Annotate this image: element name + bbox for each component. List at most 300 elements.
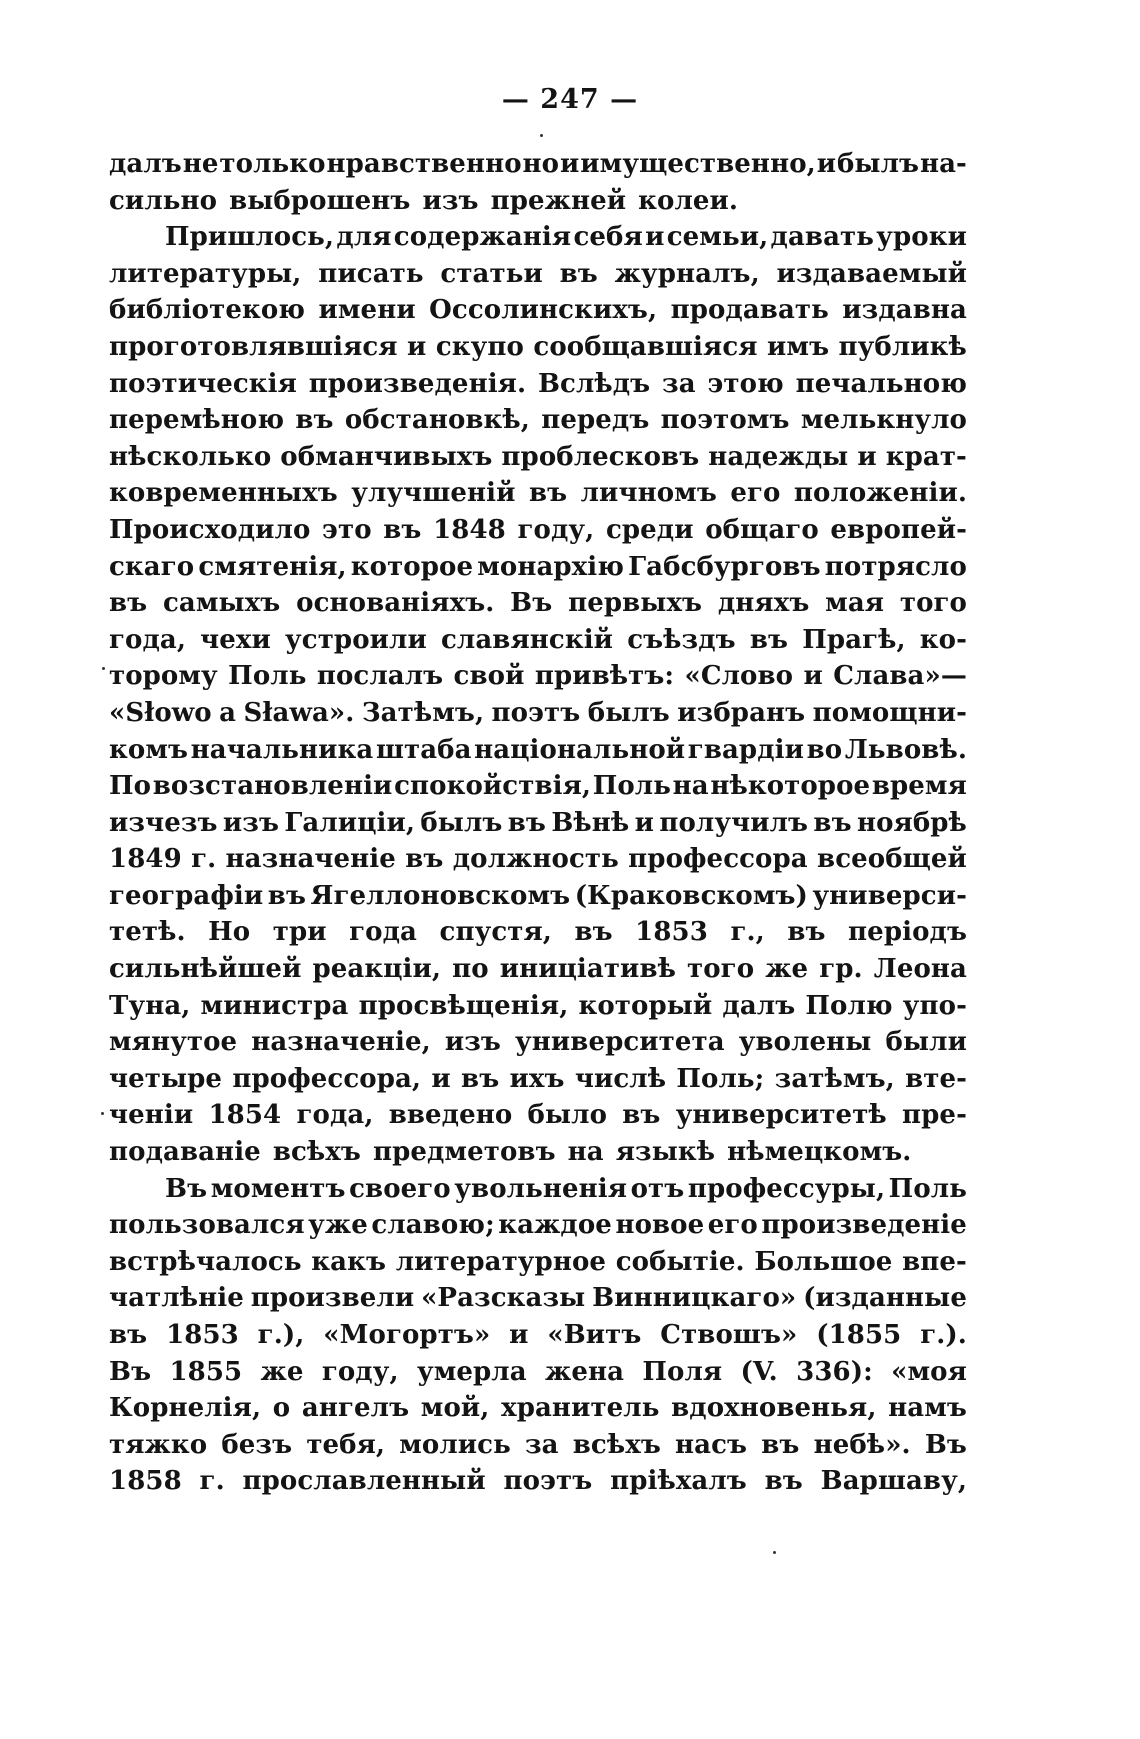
word: Въ [109, 1356, 152, 1387]
word: Происходило [109, 514, 311, 545]
word: и [509, 1320, 529, 1350]
word: профессуры, [687, 1173, 886, 1204]
word: году, [517, 514, 595, 545]
word: Поль [888, 1173, 967, 1204]
word: Вѣнѣ [551, 807, 630, 838]
scan-speck [773, 1551, 776, 1554]
word: содержанія [393, 222, 572, 253]
text-line [109, 439, 967, 476]
word: въ [528, 478, 568, 509]
word: намъ [888, 1393, 967, 1424]
word: привѣтъ: [534, 661, 675, 692]
text-line [109, 768, 967, 805]
word: надежды [708, 441, 849, 472]
word: пользовался [109, 1210, 305, 1241]
word: уроки [876, 222, 967, 253]
word: изъ [422, 185, 479, 216]
text-line [109, 1463, 967, 1500]
word: языкѣ [615, 1137, 716, 1168]
word: Поля [642, 1356, 723, 1387]
word: изчезъ [109, 807, 218, 838]
text-line [109, 146, 967, 183]
word: основаніяхъ. [296, 588, 495, 619]
word: (1855 [816, 1320, 902, 1350]
word: въ [383, 514, 422, 545]
text-line [109, 292, 967, 329]
word: и [857, 441, 877, 472]
word: мянутое [109, 1027, 238, 1058]
text-line [109, 1317, 967, 1354]
text-line [109, 732, 967, 769]
word: 1848 [433, 514, 506, 545]
word: Полю [805, 990, 893, 1021]
text-line [109, 549, 967, 586]
word: его [730, 478, 781, 509]
text-line [109, 585, 967, 622]
word: 336): [796, 1356, 873, 1387]
word: свой [453, 661, 525, 692]
word: сильнѣйшей [109, 954, 302, 985]
word: начальника [190, 734, 374, 765]
text-line [109, 1280, 967, 1317]
word: дняхъ [717, 588, 810, 619]
word: пріѣхалъ [610, 1466, 747, 1497]
word: какъ [311, 1246, 387, 1277]
word: въ [559, 258, 598, 289]
word: Леона [873, 954, 967, 985]
word: 1853 [166, 1320, 239, 1350]
word: національной [474, 734, 686, 765]
word: положеніи. [793, 478, 967, 509]
word: далъ [109, 149, 182, 179]
word: Вслѣдъ [537, 368, 651, 399]
word: «Витъ [547, 1320, 642, 1350]
word: былъ [420, 807, 503, 838]
word: отъ [630, 1173, 685, 1204]
word: печальною [795, 368, 967, 399]
scan-speck [540, 134, 543, 137]
word: литературы, [109, 258, 302, 289]
word: послалъ [316, 661, 444, 692]
word: издавна [842, 295, 967, 326]
word: передъ [541, 405, 650, 436]
word: «Słowo [109, 697, 212, 728]
word: насъ [675, 1429, 748, 1460]
word: имъ [767, 331, 830, 362]
word: Галиціи, [284, 807, 416, 838]
word: скаго [109, 551, 195, 582]
word: не [182, 149, 219, 179]
word: себя [573, 222, 643, 253]
word: крат- [885, 441, 967, 472]
scan-speck [102, 667, 105, 670]
word: ковременныхъ [109, 478, 338, 509]
word: былъ [587, 697, 670, 728]
text-line [109, 1390, 967, 1427]
word: это [322, 514, 372, 545]
word: иниціативѣ [499, 954, 676, 985]
word: же [765, 954, 809, 985]
word: года, [109, 624, 187, 655]
word: обстановкѣ, [344, 405, 530, 436]
word: университетѣ [675, 1100, 887, 1131]
word: г., [730, 917, 765, 948]
word: спустя, [439, 917, 552, 948]
word: По [109, 771, 152, 802]
word: Въ [165, 1173, 208, 1204]
word: Въ [924, 1429, 967, 1460]
word: жена [545, 1356, 625, 1387]
word: вдохновенья, [671, 1393, 877, 1424]
text-line [109, 512, 967, 549]
word: мая [825, 588, 885, 619]
word: за [524, 1429, 559, 1460]
word: подаваніе [109, 1137, 261, 1168]
word: всеобщей [817, 844, 967, 875]
page-number: — 247 — [501, 84, 639, 115]
word: славянскій [440, 624, 614, 655]
word: небѣ». [813, 1429, 911, 1460]
word: умерла [416, 1356, 527, 1387]
text-line [109, 183, 967, 220]
word: Корнелія, [109, 1393, 262, 1424]
word: просвѣщенія, [358, 990, 569, 1021]
text-line [109, 256, 967, 293]
word: торому [109, 661, 218, 692]
word: улучшеній [351, 478, 516, 509]
word: 1849 [109, 844, 182, 875]
scan-speck [101, 1112, 104, 1115]
word: штаба [375, 734, 472, 765]
word: мелькнуло [800, 405, 967, 436]
word: въ [109, 588, 148, 619]
word: на [567, 1137, 604, 1168]
word: профессора [628, 844, 808, 875]
word: гвардіи [687, 734, 804, 765]
word: самыхъ [162, 588, 281, 619]
word: колеи. [638, 185, 739, 216]
word: нравственно [326, 149, 522, 179]
word: только [219, 149, 326, 179]
text-line [109, 475, 967, 512]
word: и [803, 661, 823, 692]
word: и [816, 149, 837, 179]
word: ангелъ [301, 1393, 410, 1424]
word: молись [399, 1429, 511, 1460]
word: Затѣмъ, [361, 697, 485, 728]
word: Ствошъ» [660, 1320, 798, 1350]
word: на [672, 771, 709, 802]
word: «Разсказы [421, 1283, 586, 1314]
word: тетѣ. [109, 917, 186, 948]
word: продавать [670, 295, 829, 326]
word: (изданные [803, 1283, 967, 1314]
word: въ [749, 624, 789, 655]
word: во [806, 734, 843, 765]
word: которое [350, 551, 474, 582]
word: нѣсколько [109, 441, 272, 472]
word: чехи [200, 624, 271, 655]
word: Поль [228, 661, 307, 692]
text-line [109, 841, 967, 878]
word: назначеніе [225, 844, 396, 875]
word: должность [452, 844, 619, 875]
word: скупо [435, 331, 524, 362]
word: географіи [109, 880, 264, 911]
word: пре- [902, 1100, 967, 1131]
word: журналъ, [614, 258, 760, 289]
word: въ [574, 917, 613, 948]
word: прославленный [242, 1466, 486, 1497]
word: хранитель [501, 1393, 660, 1424]
word: Варшаву, [820, 1466, 967, 1497]
word: прежней [490, 185, 627, 216]
word: своего [349, 1173, 451, 1204]
word: упо- [902, 990, 967, 1021]
word: о [272, 1393, 291, 1424]
word: сильно [109, 185, 218, 216]
word: назначеніе, [251, 1027, 431, 1058]
word: университета [515, 1027, 725, 1058]
word: Пришлось, [165, 222, 335, 253]
word: далъ [722, 990, 796, 1021]
word: въ [813, 807, 852, 838]
word: реакціи, [312, 954, 442, 985]
word: (Краковскомъ) [574, 880, 808, 911]
word: профессора, [232, 1063, 422, 1094]
word: 1853 [635, 917, 708, 948]
word: были [885, 1027, 967, 1058]
text-line [109, 329, 967, 366]
text-line [109, 1171, 967, 1208]
word: имени [318, 295, 416, 326]
word: за [662, 368, 696, 399]
word: и [407, 331, 427, 362]
word: но [522, 149, 560, 179]
word: г.). [920, 1320, 967, 1350]
word: три [272, 917, 327, 948]
word: ченіи [109, 1100, 194, 1131]
word: имущественно, [580, 149, 816, 179]
word: поэтическія [109, 368, 297, 399]
word: Габсбурговъ [628, 551, 821, 582]
word: года [349, 917, 417, 948]
word: въ [109, 1320, 148, 1350]
word: моментъ [210, 1173, 346, 1204]
word: министра [200, 990, 349, 1021]
word: произведеніе [761, 1210, 967, 1241]
word: и [560, 149, 580, 179]
word: затѣмъ, [774, 1063, 895, 1094]
word: для [336, 222, 392, 253]
word: Туна, [109, 990, 191, 1021]
word: европей- [830, 514, 967, 545]
word: библіотекою [109, 295, 306, 326]
word: въ [507, 807, 546, 838]
word: тебя, [306, 1429, 386, 1460]
word: 1858 [109, 1466, 182, 1497]
word: семьи, [666, 222, 769, 253]
word: впе- [902, 1246, 967, 1277]
word: мой, [420, 1393, 490, 1424]
word: Sława». [243, 697, 355, 728]
text-line [109, 1427, 967, 1464]
word: «Могортъ» [323, 1320, 491, 1350]
word: Винницкаго» [592, 1283, 797, 1314]
word: нѣмецкомъ. [727, 1137, 912, 1168]
word: года, [296, 1100, 374, 1131]
word: того [899, 588, 967, 619]
word: Поль [592, 771, 671, 802]
word: «Слово [684, 661, 794, 692]
word: поэтомъ [660, 405, 790, 436]
word: поэтъ [491, 697, 581, 728]
word: въ [764, 1466, 803, 1497]
text-line [109, 219, 967, 256]
word: событіе. [615, 1246, 745, 1277]
word: съѣздъ [627, 624, 736, 655]
word: же [260, 1356, 304, 1387]
word: ко- [919, 624, 967, 655]
word: и [431, 1063, 451, 1094]
word: спокойствія, [394, 771, 592, 802]
word: Львовѣ. [844, 734, 967, 765]
text-line [109, 1061, 967, 1098]
word: писать [318, 258, 424, 289]
word: издаваемый [776, 258, 967, 289]
word: въ [267, 880, 306, 911]
word: сообщавшіяся [533, 331, 758, 362]
word: каждое [498, 1210, 612, 1241]
text-line [109, 914, 967, 951]
word: и [634, 807, 654, 838]
word: проблесковъ [501, 441, 700, 472]
word: въ [461, 1063, 500, 1094]
word: получилъ [659, 807, 809, 838]
word: 1855 [169, 1356, 243, 1387]
word: гр. [819, 954, 863, 985]
word: г. [199, 1466, 225, 1497]
word: Прагѣ, [802, 624, 906, 655]
word: избранъ [677, 697, 806, 728]
word: славою; [371, 1210, 495, 1241]
word: выброшенъ [229, 185, 411, 216]
text-line [109, 695, 967, 732]
text-line [109, 1097, 967, 1134]
word: потрясло [824, 551, 967, 582]
word: г. [191, 844, 217, 875]
body-text [109, 146, 967, 1500]
word: изъ [222, 807, 280, 838]
word: этою [707, 368, 784, 399]
word: въ [761, 1429, 800, 1460]
text-line [109, 402, 967, 439]
word: былъ [836, 149, 920, 179]
text-line [109, 1207, 967, 1244]
word: который [578, 990, 713, 1021]
word: статьи [440, 258, 543, 289]
word: a [219, 697, 237, 728]
word: увольненія [454, 1173, 628, 1204]
word: предметовъ [372, 1137, 556, 1168]
word: встрѣчалось [109, 1246, 302, 1277]
word: первыхъ [568, 588, 703, 619]
word: безъ [221, 1429, 293, 1460]
word: «моя [891, 1356, 967, 1387]
word: въ [787, 917, 826, 948]
word: Ягеллоновскомъ [310, 880, 571, 911]
word: универси- [812, 880, 967, 911]
text-line [109, 1244, 967, 1281]
word: въ [405, 844, 444, 875]
word: того [687, 954, 755, 985]
word: въ [622, 1100, 661, 1131]
text-line [109, 1134, 967, 1171]
word: г.), [257, 1320, 305, 1350]
word: монархію [477, 551, 625, 582]
word: всѣхъ [272, 1137, 361, 1168]
word: произвели [250, 1283, 415, 1314]
word: всѣхъ [572, 1429, 661, 1460]
word: періодъ [848, 917, 967, 948]
word: тяжко [109, 1429, 208, 1460]
word: въ [295, 405, 334, 436]
word: произведенія. [308, 368, 527, 399]
word: обманчивыхъ [280, 441, 493, 472]
word: ихъ [509, 1063, 565, 1094]
word: возстановленіи [152, 771, 393, 802]
word: Въ [510, 588, 553, 619]
word: проготовлявшіяся [109, 331, 398, 362]
word: 1854 [208, 1100, 282, 1131]
word: чатлѣніе [109, 1283, 244, 1314]
word: поэтъ [503, 1466, 593, 1497]
word: новое [615, 1210, 705, 1241]
text-line [109, 988, 967, 1025]
text-line [109, 805, 967, 842]
word: публикѣ [838, 331, 967, 362]
word: Поль; [676, 1063, 765, 1094]
word: нѣкоторое [710, 771, 871, 802]
word: среди [605, 514, 694, 545]
word: личномъ [580, 478, 717, 509]
word: Слава»— [833, 661, 967, 692]
word: по [452, 954, 489, 985]
word: его [707, 1210, 758, 1241]
word: числѣ [574, 1063, 667, 1094]
word: вте- [905, 1063, 967, 1094]
word: и [645, 222, 665, 253]
word: (V. [740, 1356, 778, 1387]
word: ноябрѣ [856, 807, 967, 838]
word: Оссолинскихъ, [429, 295, 658, 326]
word: введено [388, 1100, 513, 1131]
word: году, [321, 1356, 399, 1387]
text-line [109, 1354, 967, 1391]
word: время [871, 771, 967, 802]
text-line [109, 622, 967, 659]
word: общаго [705, 514, 819, 545]
word: Но [208, 917, 251, 948]
word: устроили [285, 624, 427, 655]
word: Большое [754, 1246, 893, 1277]
word: смятенія, [198, 551, 347, 582]
text-line [109, 1024, 967, 1061]
word: помощни- [812, 697, 967, 728]
word: литературное [395, 1246, 607, 1277]
word: давать [770, 222, 874, 253]
word: было [527, 1100, 608, 1131]
